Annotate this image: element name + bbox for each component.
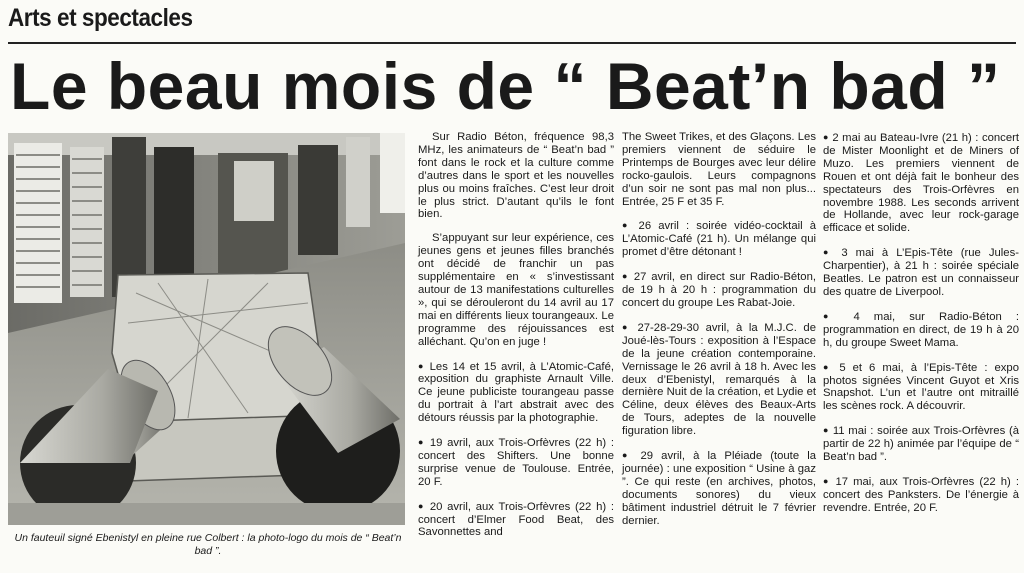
- article-paragraph: [418, 360, 614, 426]
- article-paragraph: [622, 321, 816, 438]
- bullet-icon: ●: [823, 310, 840, 321]
- bullet-icon: ●: [823, 475, 831, 486]
- article-paragraph: [418, 500, 614, 540]
- article-paragraph: [823, 310, 1019, 350]
- paragraph-text: 5 et 6 mai, à l’Epis-Tête : expo photos signées Vincent Guyot et Xris Snapshot. L’un et l’autre ont mitraillé les scènes rock. A découvrir.: [823, 361, 1019, 413]
- bullet-icon: ●: [823, 425, 830, 436]
- paragraph-text: 26 avril : soirée vidéo-cocktail à L’Atomic-Café (21 h). Un mélange qui promet d’être détonant !: [622, 220, 817, 259]
- bullet-icon: ●: [622, 220, 632, 231]
- article-paragraph: [823, 361, 1019, 414]
- article-paragraph: [823, 475, 1019, 515]
- bullet-icon: ●: [622, 321, 631, 332]
- article-paragraph: [418, 436, 614, 489]
- article-column-3: [823, 131, 1019, 526]
- section-heading: Arts et spectacles: [8, 4, 193, 32]
- article-paragraph: [823, 424, 1019, 464]
- article-paragraph: [622, 131, 816, 208]
- paragraph-text: Sur Radio Béton, fréquence 98,3 MHz, les animateurs de “ Beat’n bad ” font dans le rock et la culture comme d’autres dans le sport et les nouvelles plus ou moins fraîches. C’est leur droit le plus strict. D’autant qu’ils le font bien.: [418, 131, 614, 221]
- paragraph-text: 20 avril, aux Trois-Orfèvres (22 h) : concert d’Elmer Food Beat, des Savonnettes and: [418, 500, 615, 539]
- paragraph-text: Les 14 et 15 avril, à L’Atomic-Café, exposition du graphiste Arnault Ville. Ce jeune publiciste tourangeau passe du portrait à l’art abstrait avec des détours réussis par la photographie.: [418, 360, 614, 425]
- bullet-icon: ●: [418, 500, 426, 511]
- article-column-2: [622, 131, 816, 538]
- bullet-icon: ●: [418, 360, 425, 371]
- headline: Le beau mois de “ Beat’n bad ”: [10, 49, 1001, 123]
- armchair-photo-graphic: [8, 133, 405, 525]
- article-paragraph: [622, 270, 816, 310]
- paragraph-text: 2 mai au Bateau-Ivre (21 h) : concert de Mister Moonlight et de Miners of Muzo. Les premiers viennent de Rouen et ont déjà fait le bonheur des spectateurs des Trois-Orfèvres en novembre 1988. Les seconds arrivent de Hollande, avec leur rock-garage efficace et solide.: [823, 132, 1020, 235]
- paragraph-text: 17 mai, aux Trois-Orfèvres (22 h) : concert des Panksters. De l’énergie à revendre. Entrée, 20 F.: [823, 475, 1019, 514]
- bullet-icon: ●: [622, 271, 630, 282]
- paragraph-text: 27-28-29-30 avril, à la M.J.C. de Joué-lès-Tours : exposition à l’Espace de la jeune création contemporaine. Vernissage le 26 avril à 18 h. Avec les deux d’Ebenistyl, remarqués à la dernière Nuit de la création, et Lydie et Céline, deux élèves des Beaux-Arts de Tours, adeptes de la nouvelle figuration libre.: [622, 321, 816, 438]
- section-rule: [8, 42, 1016, 44]
- photo-caption: Un fauteuil signé Ebenistyl en pleine rue Colbert : la photo-logo du mois de “ Beat’n bad ”.: [14, 532, 402, 557]
- article-paragraph: [622, 449, 816, 527]
- paragraph-text: 27 avril, en direct sur Radio-Béton, de 19 h à 20 h : programmation du concert du groupe Les Rabat-Joie.: [622, 271, 816, 309]
- paragraph-text: S’appuyant sur leur expérience, ces jeunes gens et jeunes filles branchés ont décidé de franchir un pas supplémentaire en « s’investissant autour de 13 manifestations culturelles », qui se dérouleront du 14 avril au 17 mai en différents lieux tourangeaux. Le programme des réjouissances est alléchant. Qu’on en juge !: [418, 232, 614, 348]
- article-paragraph: [418, 131, 614, 221]
- paragraph-text: 11 mai : soirée aux Trois-Orfèvres (à partir de 22 h) animée par l’équipe de “ Beat’n bad ”.: [823, 425, 1020, 464]
- article-paragraph: [823, 131, 1019, 235]
- bullet-icon: ●: [622, 450, 633, 461]
- bullet-icon: ●: [823, 132, 829, 142]
- bullet-icon: ●: [823, 361, 833, 372]
- paragraph-text: 4 mai, sur Radio-Béton : programmation en direct, de 19 h à 20 h, du groupe Sweet Mama.: [823, 310, 1020, 349]
- article-paragraph: [823, 246, 1019, 299]
- bullet-icon: ●: [418, 437, 426, 448]
- paragraph-text: The Sweet Trikes, et des Glaçons. Les premiers viennent de séduire le Printemps de Bourges avec leur délire rocko-gaulois. Leurs compagnons d’un soir ne sont pas mal non plus... Entrée, 25 F et 35 F.: [622, 131, 816, 208]
- paragraph-text: 19 avril, aux Trois-Orfèvres (22 h) : concert des Shifters. Une bonne surprise venue de Toulouse. Entrée, 20 F.: [418, 437, 615, 488]
- paragraph-text: 29 avril, à la Pléiade (toute la journée) : une exposition “ Usine à gaz ”. Ce qui reste (en archives, photos, documents sonores) du vieux bâtiment industriel détruit le 7 février dernier.: [622, 450, 816, 527]
- bullet-icon: ●: [823, 247, 834, 258]
- article-column-1: [418, 131, 614, 550]
- paragraph-text: 3 mai à L’Epis-Tête (rue Jules-Charpentier), à 21 h : soirée spéciale Beatles. Le patron est un connaisseur des quatre de Liverpool.: [823, 247, 1019, 298]
- article-paragraph: [418, 232, 614, 348]
- article-paragraph: [622, 219, 816, 259]
- armchair-photo: [8, 133, 405, 525]
